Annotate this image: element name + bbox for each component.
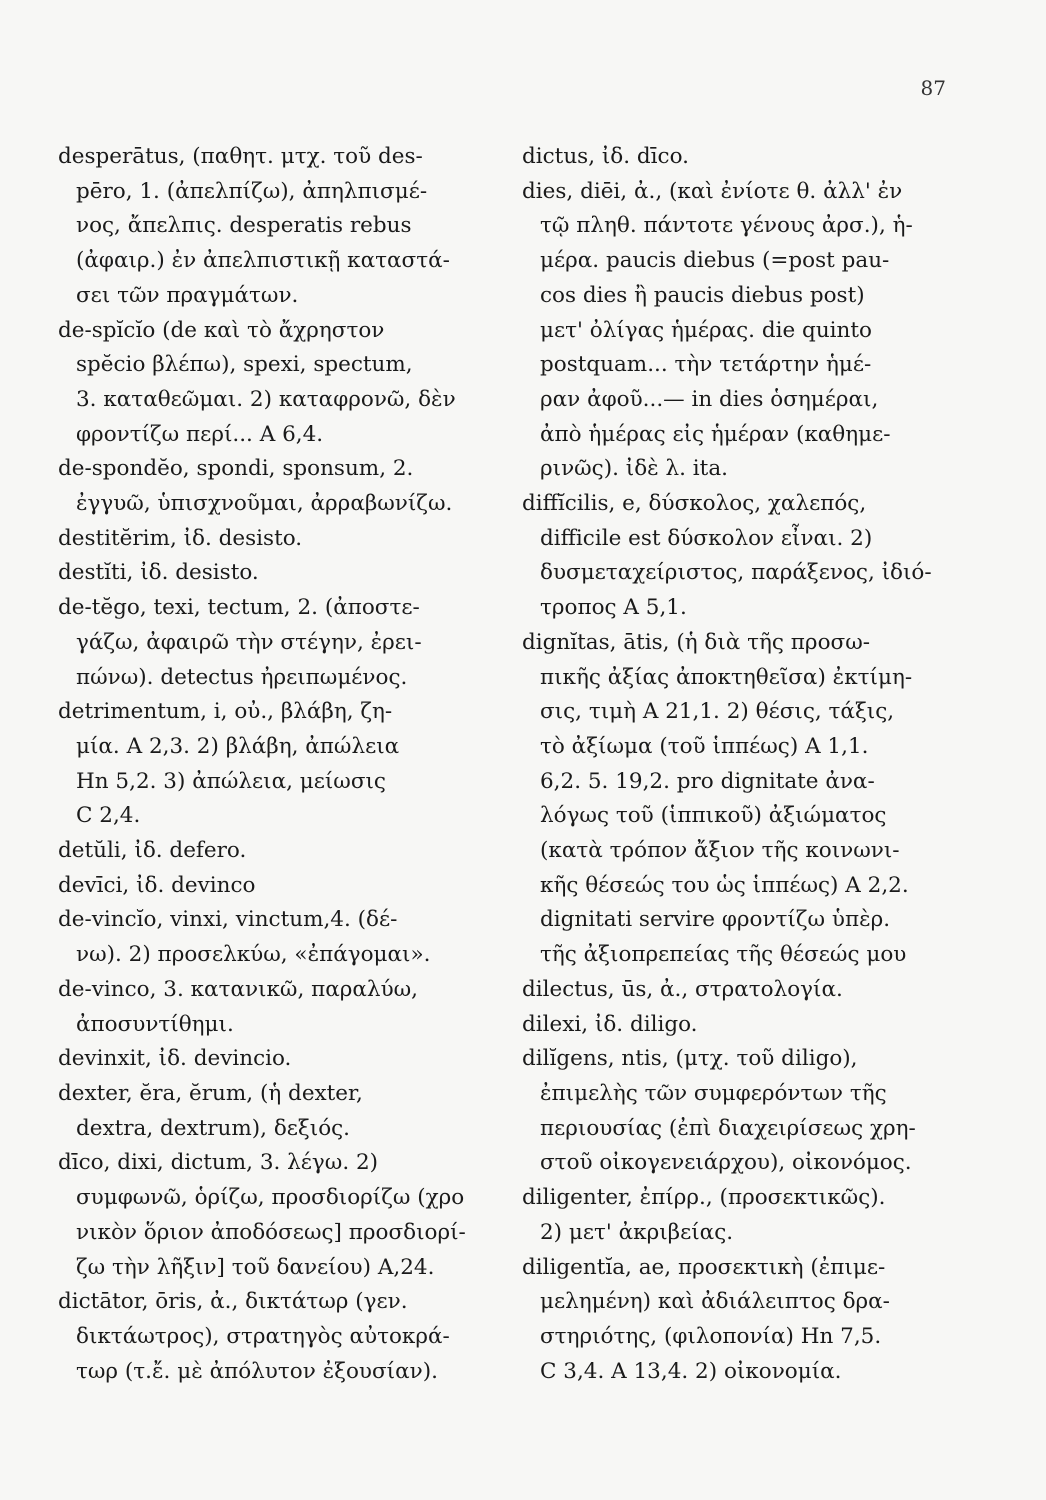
entry-line: de-spondĕo, spondi, sponsum, 2. xyxy=(58,456,414,482)
dictionary-entry xyxy=(58,140,503,314)
entry-line: de-vinco, 3. κατανικῶ, παραλύω, xyxy=(58,976,418,1002)
entry-line: τωρ (τ.ἔ. μὲ ἀπόλυτον ἐξουσίαν). xyxy=(76,1358,438,1384)
entry-line: συμφωνῶ, ὁρίζω, προσδιορίζω (χρο xyxy=(76,1185,465,1211)
entry-line: devinxit, ἰδ. devincio. xyxy=(58,1046,292,1072)
entry-line: Hn 5,2. 3) ἀπώλεια, μείωσις xyxy=(76,768,386,794)
entry-line: μέρα. paucis diebus (=post pau- xyxy=(540,248,890,274)
dictionary-entry xyxy=(522,1251,982,1390)
entry-line: (ἀφαιρ.) ἐν ἀπελπιστικῇ καταστά- xyxy=(76,248,450,274)
entry-line: πώνω). detectus ἠρειπωμένος. xyxy=(76,664,408,690)
entry-line: diffĭcilis, e, δύσκολος, χαλεπός, xyxy=(522,491,867,517)
dictionary-entry xyxy=(58,1285,503,1389)
dictionary-entry xyxy=(58,522,503,557)
dictionary-entry xyxy=(58,556,503,591)
dictionary-entry xyxy=(58,452,503,521)
dictionary-entry xyxy=(58,591,503,695)
entry-line: ρινῶς). ἰδὲ λ. ita. xyxy=(540,456,728,482)
entry-line: ἐγγυῶ, ὑπισχνοῦμαι, ἀρραβωνίζω. xyxy=(76,491,453,517)
entry-line: κῆς θέσεώς του ὡς ἱππέως) A 2,2. xyxy=(540,872,909,898)
entry-line: 3. καταθεῶμαι. 2) καταφρονῶ, δὲν xyxy=(76,386,456,412)
entry-line: dilĭgens, ntis, (μτχ. τοῦ diligo), xyxy=(522,1046,858,1072)
entry-line: δικτάωτρος), στρατηγὸς αὐτοκρά- xyxy=(76,1323,450,1349)
dictionary-entry xyxy=(522,1042,982,1181)
entry-line: C 2,4. xyxy=(76,803,141,829)
entry-line: de-vincĭo, vinxi, vinctum,4. (δέ- xyxy=(58,907,398,933)
entry-line: νος, ἄπελπις. desperatis rebus xyxy=(76,213,412,239)
dictionary-entry xyxy=(58,695,503,834)
dictionary-entry xyxy=(58,973,503,1042)
entry-line: dictātor, ōris, ἀ., δικτάτωρ (γεν. xyxy=(58,1289,408,1315)
entry-line: περιουσίας (ἐπὶ διαχειρίσεως χρη- xyxy=(540,1115,916,1141)
dictionary-entry xyxy=(522,1008,982,1043)
entry-line: στηριότης, (φιλοπονία) Hn 7,5. xyxy=(540,1323,882,1349)
entry-line: desperātus, (παθητ. μτχ. τοῦ des- xyxy=(58,144,423,169)
dictionary-entry xyxy=(58,903,503,972)
entry-line: dies, diēi, ἀ., (καὶ ἐνίοτε θ. ἀλλ' ἐν xyxy=(522,178,903,204)
entry-line: pēro, 1. (ἀπελπίζω), ἀπηλπισμέ- xyxy=(76,178,428,204)
entry-line: ζω τὴν λῆξιν] τοῦ δανείου) A,24. xyxy=(76,1254,435,1280)
entry-line: spĕcio βλέπω), spexi, spectum, xyxy=(76,352,413,378)
entry-line: dilectus, ūs, ἀ., στρατολογία. xyxy=(522,976,843,1002)
right-column xyxy=(522,140,982,1389)
entry-line: cos dies ἢ paucis diebus post) xyxy=(540,282,865,308)
entry-line: γάζω, ἀφαιρῶ τὴν στέγην, ἐρει- xyxy=(76,629,422,655)
entry-line: dignĭtas, ātis, (ἡ διὰ τῆς προσω- xyxy=(522,629,870,655)
entry-line: diligentĭa, ae, προσεκτικὴ (ἐπιμε- xyxy=(522,1254,886,1280)
dictionary-entry xyxy=(522,626,982,973)
entry-line: dignitati servire φροντίζω ὑπὲρ. xyxy=(540,907,891,933)
entry-line: dextra, dextrum), δεξιός. xyxy=(76,1115,351,1141)
entry-line: δυσμεταχείριστος, παράξενος, ἰδιό- xyxy=(540,560,932,586)
entry-line: τῆς ἀξιοπρεπείας τῆς θέσεώς μου xyxy=(540,942,907,968)
entry-line: τῷ πληθ. πάντοτε γένους ἀρσ.), ἡ- xyxy=(540,213,913,239)
entry-line: 2) μετ' ἀκριβείας. xyxy=(540,1219,734,1245)
entry-line: μελημένη) καὶ ἀδιάλειπτος δρα- xyxy=(540,1289,890,1315)
entry-line: C 3,4. A 13,4. 2) οἰκονομία. xyxy=(540,1358,842,1384)
entry-line: στοῦ οἰκογενειάρχου), οἰκονόμος. xyxy=(540,1150,912,1176)
entry-line: τροπος A 5,1. xyxy=(540,595,687,621)
dictionary-entry xyxy=(58,834,503,869)
entry-line: νω). 2) προσελκύω, «ἐπάγομαι». xyxy=(76,942,431,968)
entry-line: de-spĭcĭo (de καὶ τὸ ἄχρηστον xyxy=(58,317,385,343)
entry-line: μία. A 2,3. 2) βλάβη, ἀπώλεια xyxy=(76,733,400,759)
entry-line: μετ' ὀλίγας ἡμέρας. die quinto xyxy=(540,317,872,343)
entry-line: destitĕrim, ἰδ. desisto. xyxy=(58,525,303,551)
entry-line: dictus, ἰδ. dīco. xyxy=(522,144,689,169)
dictionary-entry xyxy=(522,1181,982,1250)
entry-line: postquam... τὴν τετάρτην ἡμέ- xyxy=(540,352,872,378)
dictionary-entry xyxy=(522,140,982,175)
entry-line: destĭti, ἰδ. desisto. xyxy=(58,560,259,586)
dictionary-entry xyxy=(58,1042,503,1077)
entry-line: diligenter, ἐπίρρ., (προσεκτικῶς). xyxy=(522,1185,886,1211)
dictionary-entry xyxy=(522,175,982,487)
entry-line: detŭli, ἰδ. defero. xyxy=(58,838,247,864)
entry-line: τὸ ἀξίωμα (τοῦ ἱππέως) A 1,1. xyxy=(540,733,869,759)
entry-line: νικὸν ὅριον ἀποδόσεως] προσδιορί- xyxy=(76,1219,466,1245)
entry-line: dīco, dixi, dictum, 3. λέγω. 2) xyxy=(58,1150,379,1176)
entry-line: σις, τιμὴ A 21,1. 2) θέσις, τάξις, xyxy=(540,699,895,725)
page-number: 87 xyxy=(920,76,946,100)
entry-line: difficile est δύσκολον εἶναι. 2) xyxy=(540,525,873,551)
entry-line: devīci, ἰδ. devinco xyxy=(58,872,256,898)
entry-line: ἀπὸ ἡμέρας εἰς ἡμέραν (καθημε- xyxy=(540,421,891,447)
entry-line: dexter, ĕra, ĕrum, (ἡ dexter, xyxy=(58,1080,363,1106)
entry-line: ἀποσυντίθημι. xyxy=(76,1011,234,1037)
entry-line: dilexi, ἰδ. diligo. xyxy=(522,1011,698,1037)
entry-line: (κατὰ τρόπον ἄξιον τῆς κοινωνι- xyxy=(540,838,900,864)
dictionary-entry xyxy=(522,973,982,1008)
entry-line: de-tĕgo, texi, tectum, 2. (ἀποστε- xyxy=(58,595,420,621)
entry-line: πικῆς ἀξίας ἀποκτηθεῖσα) ἐκτίμη- xyxy=(540,664,913,690)
dictionary-entry xyxy=(58,1077,503,1146)
dictionary-entry xyxy=(58,314,503,453)
entry-line: detrimentum, i, οὐ., βλάβη, ζη- xyxy=(58,699,393,725)
entry-line: φροντίζω περί... A 6,4. xyxy=(76,421,324,447)
entry-line: 6,2. 5. 19,2. pro dignitate ἀνα- xyxy=(540,768,875,794)
left-column xyxy=(58,140,503,1389)
entry-line: ἐπιμελὴς τῶν συμφερόντων τῆς xyxy=(540,1080,887,1106)
entry-line: σει τῶν πραγμάτων. xyxy=(76,282,299,308)
dictionary-entry xyxy=(58,869,503,904)
dictionary-entry xyxy=(522,487,982,626)
dictionary-entry xyxy=(58,1146,503,1285)
entry-line: λόγως τοῦ (ἱππικοῦ) ἀξιώματος xyxy=(540,803,887,829)
entry-line: ραν ἀφοῦ...— in dies ὁσημέραι, xyxy=(540,386,879,412)
